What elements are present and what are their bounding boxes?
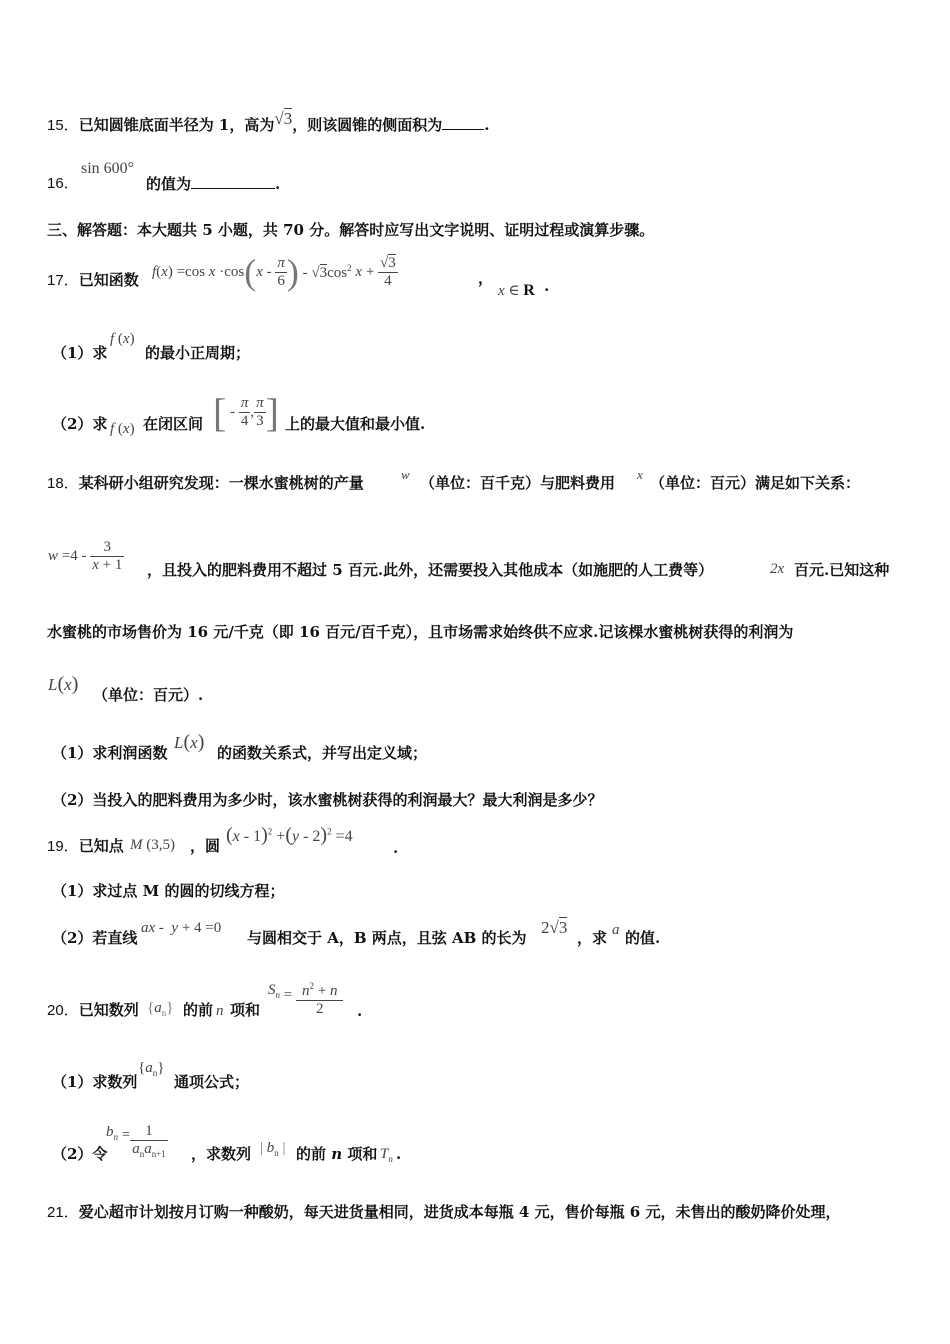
q19-part1: （1）求过点 M 的圆的切线方程； <box>52 882 285 900</box>
q17-comma: ， <box>478 269 494 287</box>
q19: 19．已知点 <box>47 837 124 855</box>
q17-part1: （1）求 <box>52 344 108 362</box>
q20: 20．已知数列 <box>47 1001 139 1019</box>
q20-number: 20． <box>47 1002 79 1019</box>
q19-point: M (3,5) <box>130 837 175 853</box>
q20-bn: $b_n$ = $\frac{1}{a_na_{n+1}}$ <box>106 1123 166 1159</box>
q18-line3: 水蜜桃的市场售价为 16 元/千克（即 16 百元/百千克），且市场需求始终供不应求.记该棵水蜜桃树获得的利润为 <box>47 623 794 641</box>
q21: 21．爱心超市计划按月订购一种酸奶，每天进货量相同，进货成本每瓶 4 元，售价每瓶 6 元，未售出的酸奶降价处理， <box>47 1203 841 1221</box>
q18-formula: w =4 - $\frac{3}{x + 1}$ <box>48 538 123 573</box>
q16-text: 的值为 . <box>146 175 281 193</box>
q20-seq: $\{a_n\}$ <box>147 1000 174 1018</box>
q20-part2: （2）令 <box>52 1145 108 1163</box>
q19-chord: 2√3 <box>541 918 568 937</box>
q17-function: f ( x ) =cos x ·cos ( x - $\frac{\pi}{6}$ ) - $√3\cos^2$ x + $\frac{√3}{4}$ <box>152 252 396 292</box>
q20-part1-seq: $\{a_n\}$ <box>138 1060 165 1078</box>
q16-math: sin 600° <box>81 160 135 177</box>
q21-number: 21． <box>47 1204 79 1221</box>
q17-domain: x ∈ R <box>498 282 535 299</box>
q17: 17．已知函数 <box>47 271 139 289</box>
q15: 15．已知圆锥底面半径为 1，高为√3，则该圆锥的侧面积为 . <box>47 109 490 134</box>
q16-number: 16． <box>47 175 79 192</box>
q17-part2-math: f (x) <box>110 421 135 437</box>
q18-part2: （2）当投入的肥料费用为多少时，该水蜜桃树获得的利润最大？最大利润是多少？ <box>52 791 603 809</box>
q18-part1-math: L(x) <box>174 731 205 753</box>
q17-part2: （2）求 <box>52 415 108 433</box>
q19-line: ax - y + 4 =0 <box>141 920 222 936</box>
q15-number: 15． <box>47 117 79 134</box>
q17-interval: [ - $\frac{\pi}{4}$ , $\frac{\pi}{3}$ ] <box>213 389 279 435</box>
q20-sum: $S_n$ = $\frac{n^2 + n}{2}$ <box>268 975 343 1023</box>
q17-number: 17． <box>47 272 79 289</box>
section-3-heading: 三、解答题：本大题共 5 小题，共 70 分。解答时应写出文字说明、证明过程或演算步骤。 <box>47 221 655 239</box>
q18-part1: （1）求利润函数 <box>52 744 168 762</box>
q19-number: 19． <box>47 838 79 855</box>
q18: 18．某科研小组研究发现：一棵水蜜桃树的产量 <box>47 474 364 492</box>
q20-part1: （1）求数列 <box>52 1073 138 1091</box>
q19-part2: （2）若直线 <box>52 929 138 947</box>
q20-part2-seq: | $b_n$ | <box>260 1140 286 1158</box>
q16-answer-blank[interactable] <box>191 188 275 189</box>
q20-Tn: $T_n$ <box>380 1146 393 1164</box>
q17-part1-math: f (x) <box>110 331 135 347</box>
q18-number: 18． <box>47 475 79 492</box>
q18-Lx: L(x) <box>48 673 79 695</box>
q15-math: √3 <box>274 109 293 128</box>
q19-circle: (x - 1)$^2$ +(y - 2)$^2$ =4 <box>226 824 353 846</box>
q16 <box>47 173 79 194</box>
q15-answer-blank[interactable] <box>442 129 484 130</box>
